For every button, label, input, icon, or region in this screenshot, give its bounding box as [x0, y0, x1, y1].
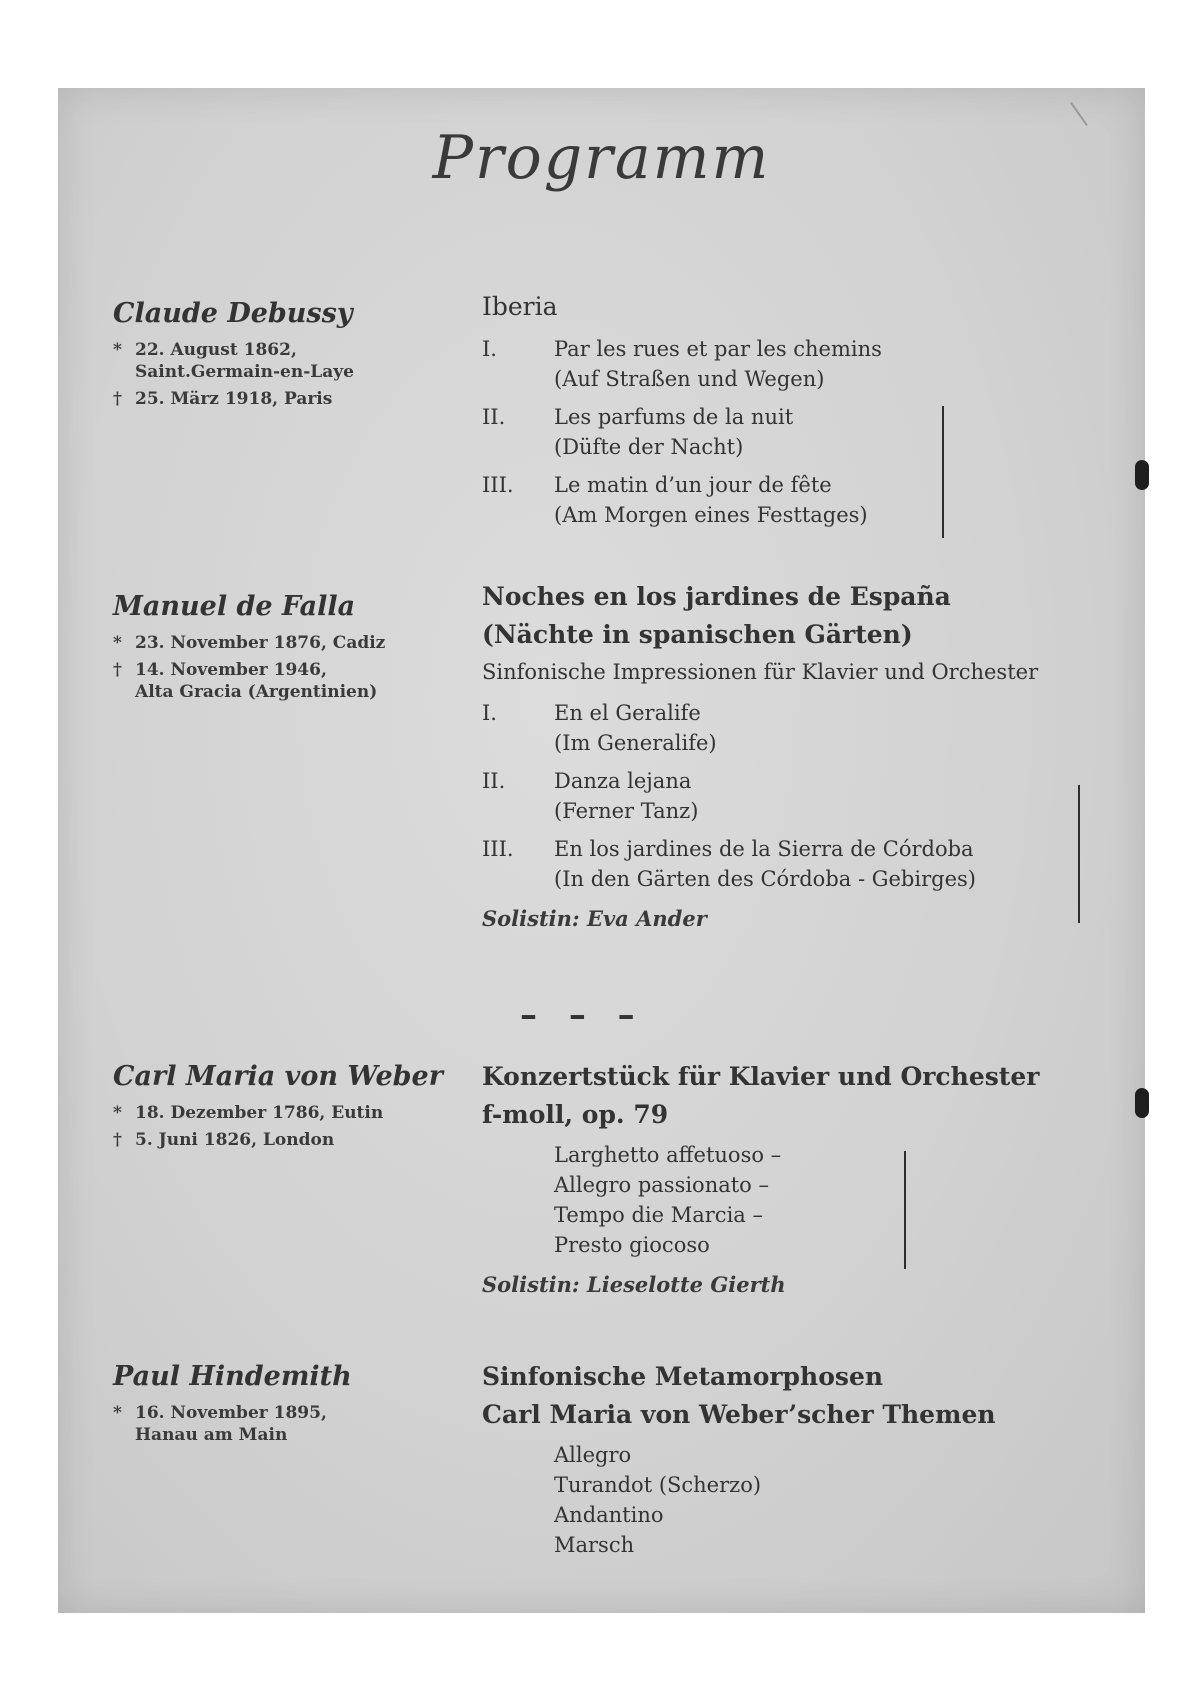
tempo-item: Marsch — [554, 1533, 635, 1557]
tempo-item: Tempo die Marcia – — [554, 1203, 763, 1227]
soloist-name: Eva Ander — [586, 906, 707, 931]
soloist-label: Solistin: — [482, 906, 580, 931]
work-title: Iberia — [482, 292, 558, 321]
tempo-item: Andantino — [554, 1503, 664, 1527]
work-noches — [482, 578, 1142, 931]
born-symbol: * — [113, 340, 122, 360]
work-title: Sinfonische Metamorphosen — [482, 1362, 884, 1391]
movement-number: II. — [482, 769, 506, 793]
movement-title: Les parfums de la nuit — [554, 405, 794, 429]
born-date: 18. Dezember 1786, Eutin — [135, 1103, 384, 1123]
movement-number: I. — [482, 701, 497, 725]
composer-weber — [113, 1061, 443, 1156]
tempo-item: Allegro — [554, 1443, 632, 1467]
composer-name: Claude Debussy — [113, 298, 353, 329]
movement — [482, 402, 1142, 462]
movement-number: III. — [482, 837, 514, 861]
born-date: 22. August 1862, Saint.Germain-en-Laye — [135, 340, 354, 382]
composer-de-falla — [113, 591, 443, 708]
movement-translation: (Düfte der Nacht) — [554, 435, 744, 459]
movement-translation: (Auf Straßen und Wegen) — [554, 367, 825, 391]
program-page — [58, 88, 1145, 1613]
work-title-translation: (Nächte in spanischen Gärten) — [482, 620, 913, 649]
composer-dates — [113, 632, 443, 703]
movement-number: I. — [482, 337, 497, 361]
movement — [482, 766, 1142, 826]
movement-title: En los jardines de la Sierra de Córdoba — [554, 837, 974, 861]
movement-number: II. — [482, 405, 506, 429]
composer-dates — [113, 339, 443, 410]
tempo-item: Allegro passionato – — [554, 1173, 770, 1197]
died-date: 5. Juni 1826, London — [135, 1130, 335, 1150]
movement-title: Par les rues et par les chemins — [554, 337, 882, 361]
tempo-item: Larghetto affetuoso – — [554, 1143, 782, 1167]
movement-translation: (Am Morgen eines Festtages) — [554, 503, 868, 527]
composer-hindemith — [113, 1361, 443, 1451]
work-metamorphosen — [482, 1358, 1142, 1560]
tempo-list — [482, 1440, 1142, 1560]
born-date: 23. November 1876, Cadiz — [135, 633, 386, 653]
died-date: 25. März 1918, Paris — [135, 389, 333, 409]
composer-debussy — [113, 298, 443, 415]
composer-name: Manuel de Falla — [113, 591, 356, 622]
work-title: Konzertstück für Klavier und Orchester — [482, 1062, 1040, 1091]
attacca-bracket — [1078, 785, 1080, 923]
composer-dates — [113, 1402, 443, 1446]
soloist-name: Lieselotte Gierth — [586, 1272, 786, 1297]
movement-translation: (Im Generalife) — [554, 731, 717, 755]
composer-name: Carl Maria von Weber — [113, 1061, 443, 1092]
soloist-line — [482, 906, 1142, 931]
died-symbol: † — [113, 1130, 122, 1150]
movement-title: En el Geralife — [554, 701, 701, 725]
died-symbol: † — [113, 660, 122, 680]
tempo-item: Turandot (Scherzo) — [554, 1473, 762, 1497]
movement — [482, 834, 1142, 894]
born-symbol: * — [113, 1103, 122, 1123]
work-title: Noches en los jardines de España — [482, 582, 951, 611]
movement — [482, 698, 1142, 758]
composer-name: Paul Hindemith — [113, 1361, 352, 1392]
work-subtitle: Sinfonische Impressionen für Klavier und Orchester — [482, 660, 1039, 684]
born-symbol: * — [113, 633, 122, 653]
movement — [482, 470, 1142, 530]
work-konzertstueck — [482, 1058, 1142, 1297]
movement-translation: (In den Gärten des Córdoba - Gebirges) — [554, 867, 976, 891]
tempo-item: Presto giocoso — [554, 1233, 710, 1257]
work-title-line2: f-moll, op. 79 — [482, 1100, 669, 1129]
work-title-line2: Carl Maria von Weber’scher Themen — [482, 1400, 996, 1429]
tempo-list — [482, 1140, 1142, 1260]
movement-translation: (Ferner Tanz) — [554, 799, 699, 823]
page-title: Programm — [432, 123, 771, 193]
movement-title: Le matin d’un jour de fête — [554, 473, 832, 497]
soloist-line — [482, 1272, 1142, 1297]
intermission-marker: – – – — [520, 995, 645, 1035]
soloist-label: Solistin: — [482, 1272, 580, 1297]
born-date: 16. November 1895, Hanau am Main — [135, 1403, 327, 1445]
movement — [482, 334, 1142, 394]
movement-title: Danza lejana — [554, 769, 692, 793]
died-date: 14. November 1946, Alta Gracia (Argentinien) — [135, 660, 378, 702]
movement-number: III. — [482, 473, 514, 497]
died-symbol: † — [113, 389, 122, 409]
attacca-bracket — [904, 1151, 906, 1269]
composer-dates — [113, 1102, 443, 1151]
attacca-bracket — [942, 406, 944, 538]
born-symbol: * — [113, 1403, 122, 1423]
work-iberia — [482, 288, 1142, 530]
